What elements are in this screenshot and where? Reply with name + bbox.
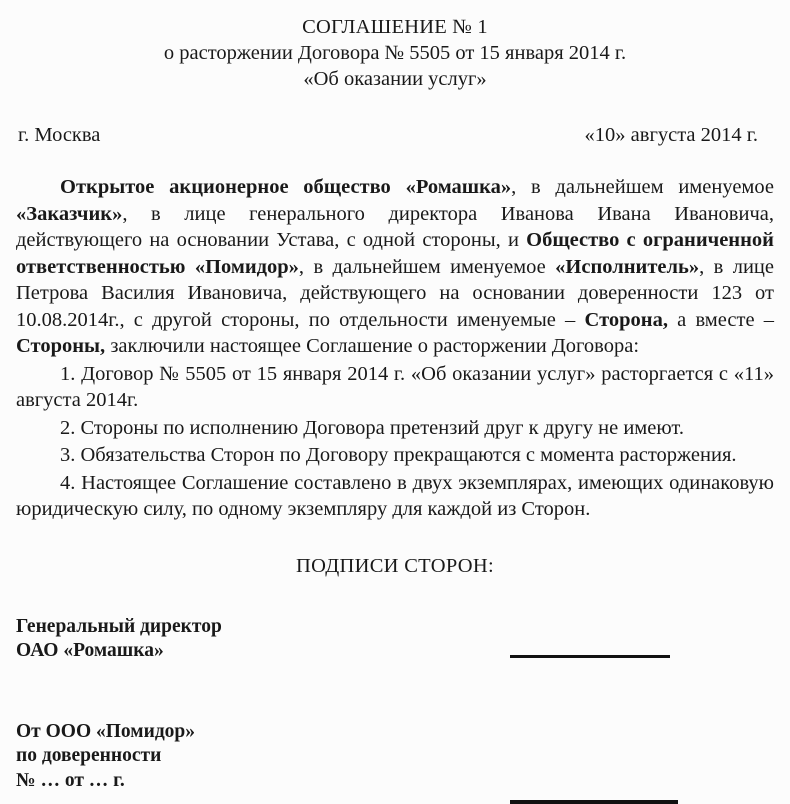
signature-line-customer <box>510 655 670 658</box>
intro-term-party-plural: Стороны, <box>16 335 106 357</box>
signature-block-customer <box>16 615 774 664</box>
document-body <box>16 174 774 523</box>
signature-contractor-power-of-attorney: № … от … г. <box>16 769 125 791</box>
intro-customer-alias: «Заказчик» <box>16 202 123 225</box>
signature-contractor-basis: по доверенности <box>16 745 162 766</box>
intro-text-5: а вместе – <box>667 308 775 331</box>
document-title-block <box>16 10 774 92</box>
intro-text-4: , в лице Петрова Василия Ивановича, действующего на основании доверенности 123 от 10.08.2014г., с другой стороны, по отдельности именуемые – <box>16 255 775 331</box>
title-line-3: «Об оказании услуг» <box>303 68 487 90</box>
intro-text-1: , в дальнейшем именуемое <box>511 176 775 198</box>
signature-block-contractor <box>16 720 774 794</box>
date-label: «10» августа 2014 г. <box>584 124 758 146</box>
title-line-2: о расторжении Договора № 5505 от 15 января 2014 г. <box>163 42 627 64</box>
signature-line-contractor <box>510 800 678 804</box>
title-line-1: СОГЛАШЕНИЕ № 1 <box>302 16 488 38</box>
intro-text-6: заключили настоящее Соглашение о расторжении Договора: <box>105 335 640 357</box>
city-date-row <box>16 122 774 148</box>
intro-contractor-alias: «Исполнитель» <box>555 255 700 278</box>
clause-item-2: 2. Стороны по исполнению Договора претензий друг к другу не имеют. <box>60 416 684 439</box>
clause-item-1: 1. Договор № 5505 от 15 января 2014 г. «Об оказании услуг» расторгается с «11» августа 2014г. <box>16 362 774 411</box>
clause-item-4: 4. Настоящее Соглашение составлено в двух экземплярах, имеющих одинаковую юридическую силу, по одному экземпляру для каждой из Сторон. <box>16 471 774 520</box>
intro-party-contractor-name: Общество с ограниченной ответственностью «Помидор» <box>16 229 774 278</box>
intro-text-3: , в дальнейшем именуемое <box>298 255 556 278</box>
signature-customer-company: ОАО «Ромашка» <box>16 640 164 661</box>
intro-paragraph <box>16 174 774 360</box>
intro-party-customer-name: Открытое акционерное общество «Ромашка» <box>60 176 512 198</box>
signature-contractor-company: От ООО «Помидор» <box>16 720 196 742</box>
city-label: г. Москва <box>18 124 101 146</box>
clause-item-3: 3. Обязательства Сторон по Договору прекращаются с момента расторжения. <box>60 444 737 466</box>
intro-term-party-singular: Сторона, <box>584 308 668 331</box>
signatures-heading: ПОДПИСИ СТОРОН: <box>296 554 494 577</box>
signature-customer-role: Генеральный директор <box>16 615 222 637</box>
intro-text-2: , в лице генерального директора Иванова Ивана Ивановича, действующего на основании Устава, с одной стороны, и <box>16 202 774 251</box>
